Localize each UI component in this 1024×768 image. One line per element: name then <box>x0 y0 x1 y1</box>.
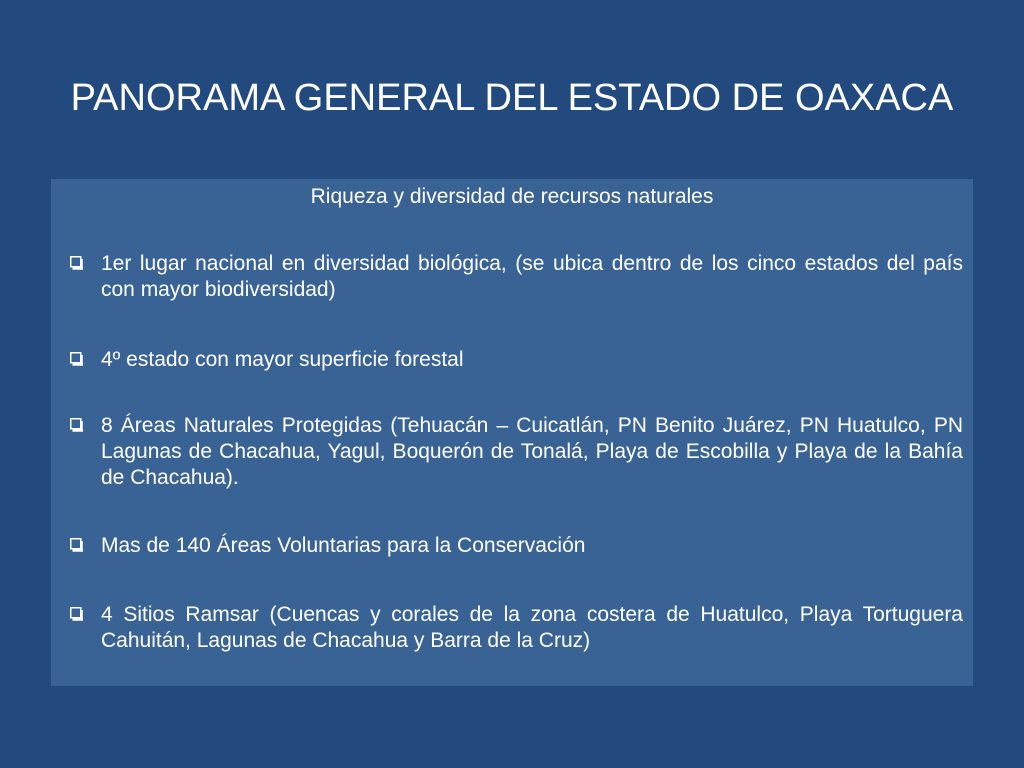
content-box <box>51 179 973 686</box>
checkbox-icon <box>70 607 84 621</box>
bullet-item <box>61 533 963 559</box>
bullet-item <box>61 251 963 303</box>
bullet-text: 8 Áreas Naturales Protegidas (Tehuacán – Cuicatlán, PN Benito Juárez, PN Huatulco, PN Lagunas de Chacahua, Yagul, Boquerón de Tonalá, Playa de Escobilla y Playa de la Bahía de Chacahua). <box>101 414 963 489</box>
box-heading: Riqueza y diversidad de recursos naturales <box>310 185 714 208</box>
bullet-text: 4 Sitios Ramsar (Cuencas y corales de la zona costera de Huatulco, Playa Tortuguera Cahuitán, Lagunas de Chacahua y Barra de la Cruz) <box>101 603 963 652</box>
bullet-item <box>61 347 963 373</box>
checkbox-icon <box>70 352 84 366</box>
checkbox-icon <box>70 538 84 552</box>
bullet-list <box>61 251 963 654</box>
bullet-item <box>61 602 963 654</box>
slide-title: PANORAMA GENERAL DEL ESTADO DE OAXACA <box>70 77 954 119</box>
bullet-item <box>61 413 963 491</box>
bullet-text: 4º estado con mayor superficie forestal <box>101 348 464 371</box>
bullet-text: Mas de 140 Áreas Voluntarias para la Conservación <box>101 534 586 557</box>
bullet-text: 1er lugar nacional en diversidad biológica, (se ubica dentro de los cinco estados del país con mayor biodiversidad) <box>101 252 963 301</box>
checkbox-icon <box>70 418 84 432</box>
checkbox-icon <box>70 256 84 270</box>
